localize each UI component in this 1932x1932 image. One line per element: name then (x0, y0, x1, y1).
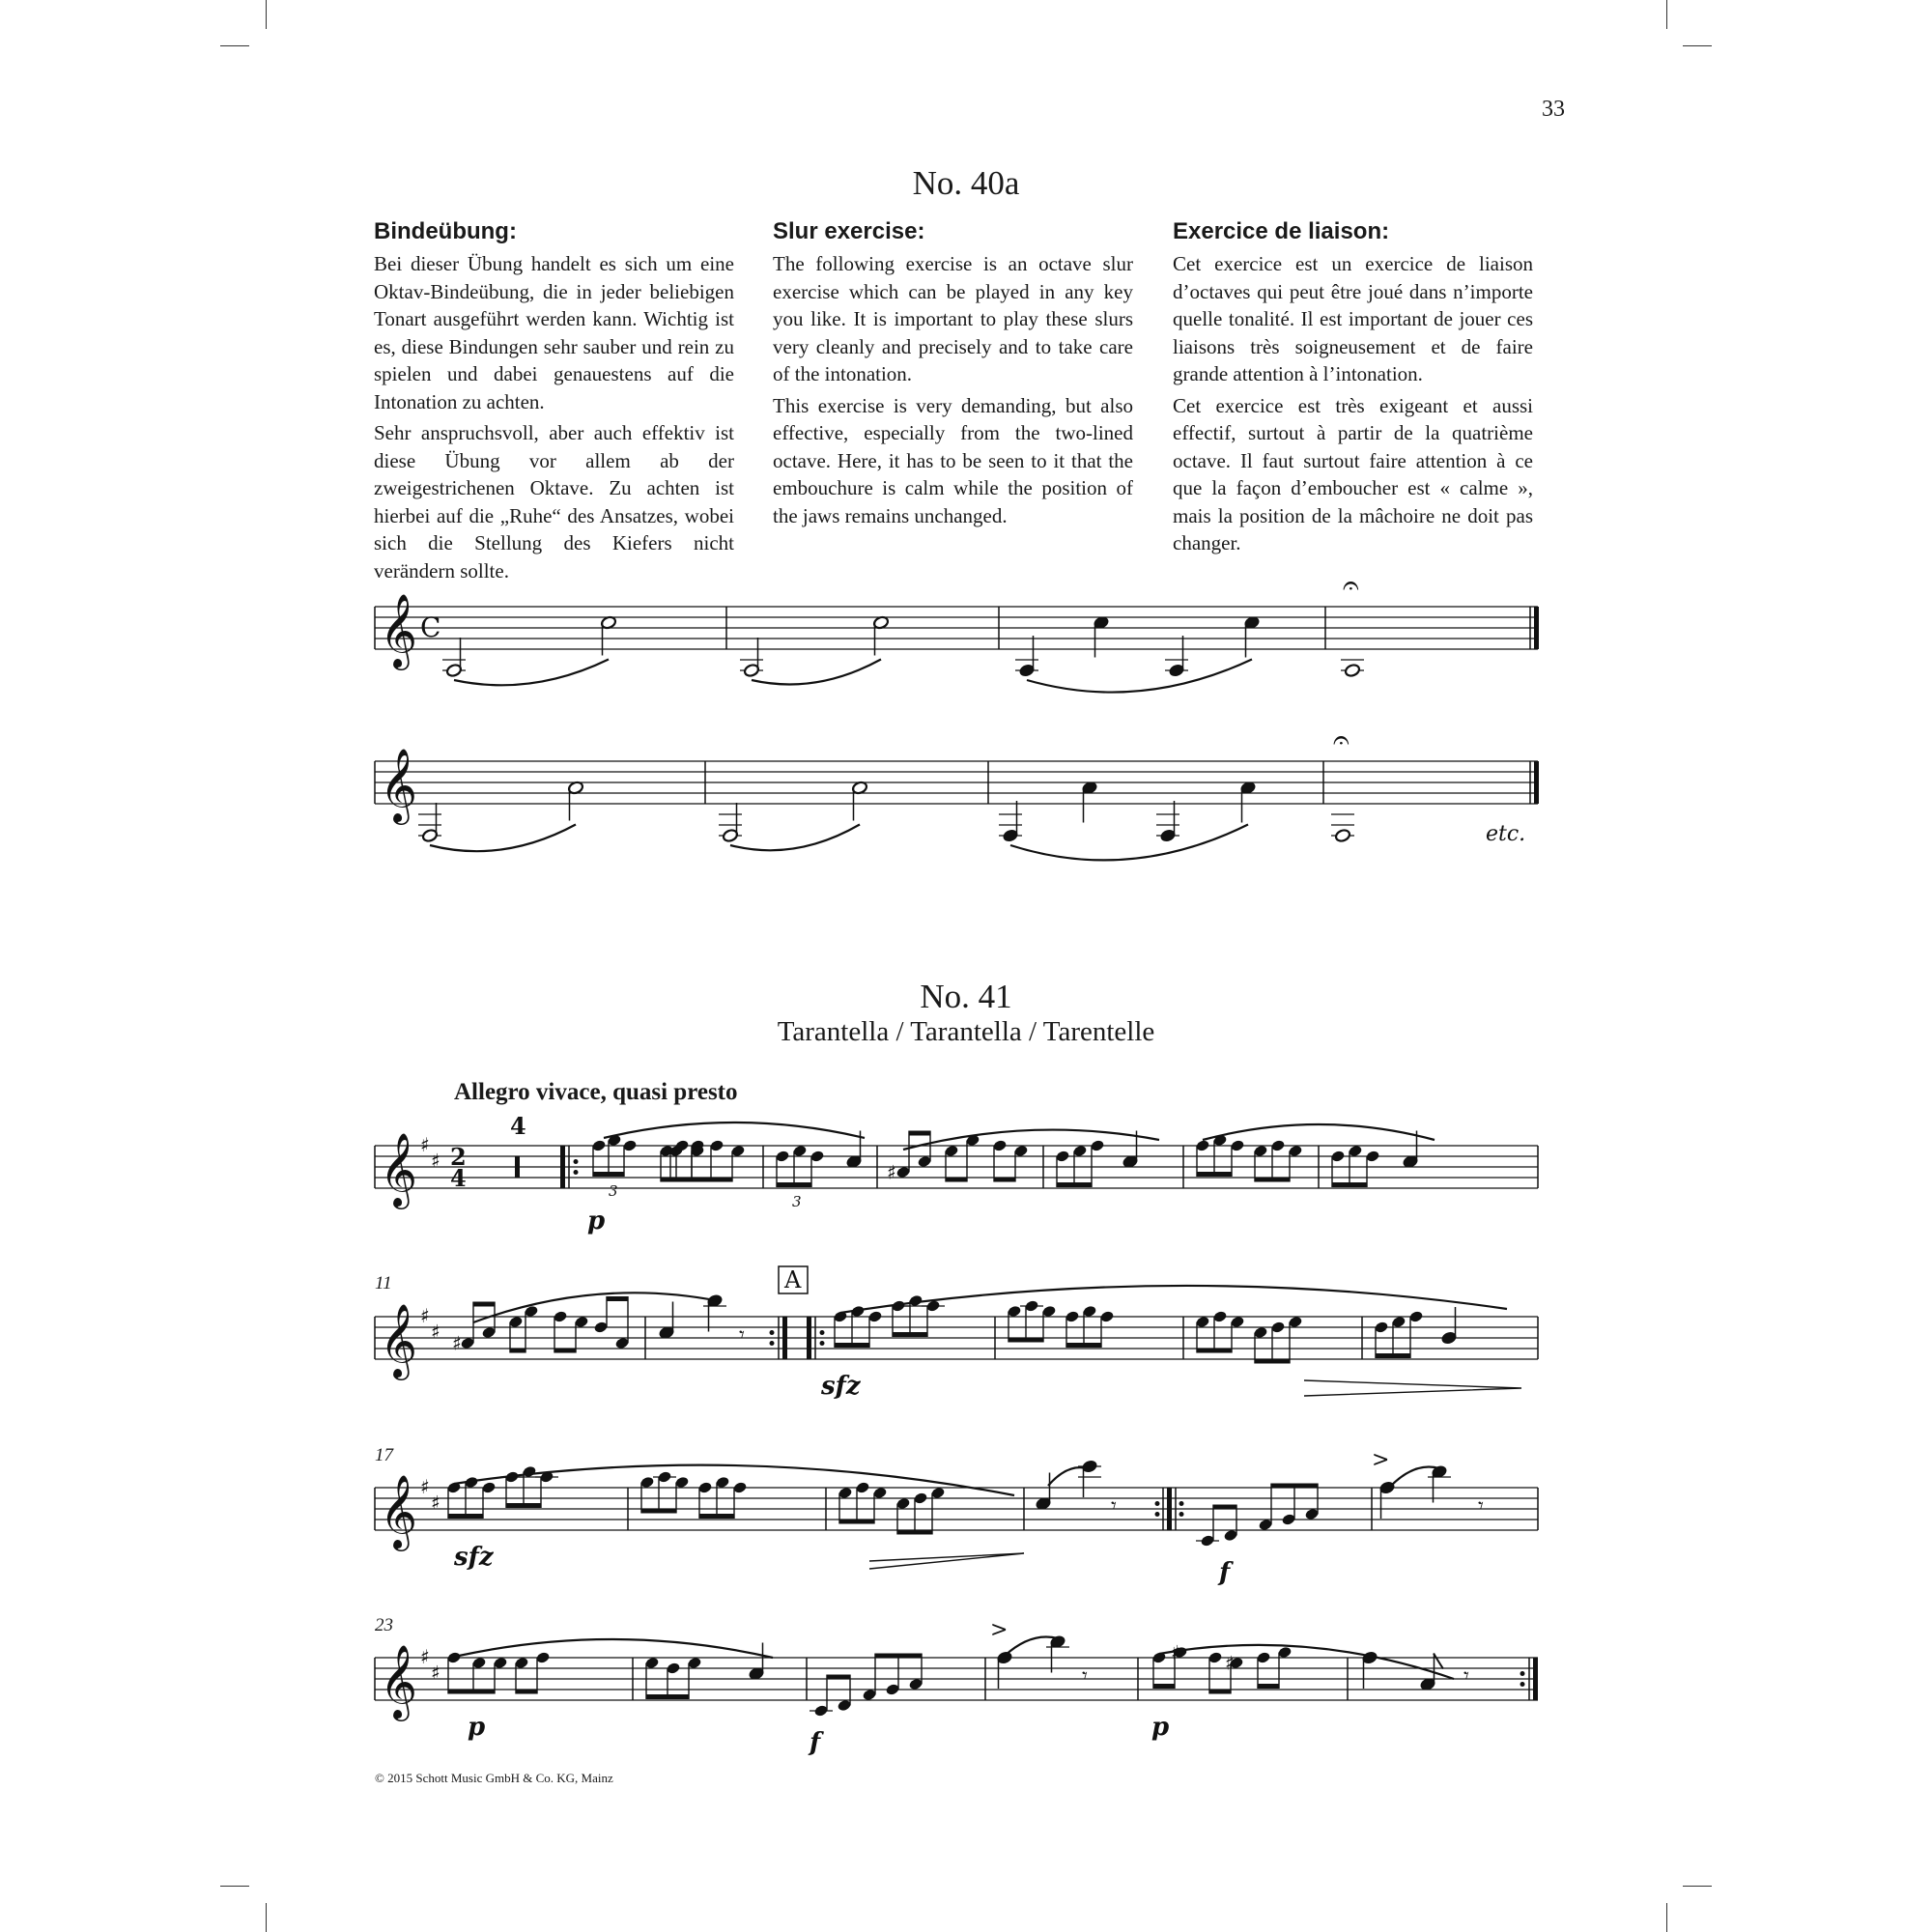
beam (641, 1509, 676, 1514)
repeat-dot (574, 1159, 579, 1164)
beam (1255, 1359, 1290, 1364)
treble-clef-icon: 𝄞 (380, 1474, 418, 1548)
note-head (1334, 828, 1350, 842)
beam (839, 1520, 874, 1524)
beam (448, 1514, 483, 1519)
slur (730, 825, 860, 851)
slur (459, 1639, 773, 1658)
accent-mark: > (990, 1618, 1009, 1642)
column-heading: Exercice de liaison: (1173, 218, 1390, 244)
beam (1258, 1684, 1279, 1689)
beam (1153, 1684, 1175, 1689)
exercise-subtitle-41: Tarantella / Tarantella / Tarentelle (777, 1016, 1155, 1047)
barline (1534, 607, 1539, 649)
repeat-dot (820, 1341, 825, 1346)
dynamic-marking: f (1219, 1558, 1231, 1587)
beam (897, 1530, 932, 1535)
sharp-icon: ♯ (431, 1149, 440, 1173)
accent-mark: > (1372, 1448, 1390, 1472)
slur (473, 1293, 720, 1322)
column-paragraph: Cet exercice est un exercice de liaison d’octaves qui peut être joué dans n’importe quelle tonalité. Il est important de jouer ces liaisons très soigneusement et de faire grande attention à l’intonation. (1173, 252, 1533, 385)
tempo-marking: Allegro vivace, quasi presto (454, 1079, 738, 1105)
time-signature: 2 (450, 1143, 467, 1171)
sharp-icon: ♯ (420, 1133, 430, 1156)
barline (560, 1146, 565, 1188)
treble-clef-icon: 𝄞 (380, 593, 418, 668)
multirest-number: 4 (510, 1112, 526, 1140)
decrescendo-hairpin (869, 1553, 1024, 1569)
beam (1209, 1690, 1231, 1694)
beam (1066, 1343, 1101, 1348)
etc-label: etc. (1486, 822, 1526, 846)
beam (875, 1654, 922, 1659)
beam (1255, 1178, 1290, 1182)
slur (1203, 1124, 1435, 1140)
dynamic-marking: p (587, 1207, 606, 1236)
beam (661, 1178, 692, 1182)
repeat-dot (770, 1330, 775, 1335)
tuplet-number: 3 (609, 1182, 618, 1200)
repeat-dot (1179, 1512, 1184, 1517)
rehearsal-mark: A (784, 1266, 802, 1293)
slur (1027, 660, 1252, 693)
rest-icon: 𝄾 (1478, 1494, 1484, 1519)
beam (946, 1178, 967, 1182)
sharp-icon: ♯ (420, 1304, 430, 1327)
beam (506, 1503, 541, 1508)
time-signature: 4 (450, 1164, 467, 1192)
barline (1534, 761, 1539, 804)
rest-icon: 𝄾 (739, 1323, 745, 1348)
note-head (1344, 663, 1360, 677)
note-flag (1434, 1654, 1443, 1669)
dynamic-marking: p (1151, 1713, 1170, 1742)
slur (430, 825, 576, 852)
treble-clef-icon: 𝄞 (380, 748, 418, 822)
sharp-icon: ♯ (431, 1320, 440, 1344)
beam (448, 1690, 495, 1694)
beam (893, 1332, 927, 1337)
slur (454, 660, 609, 686)
treble-clef-icon: 𝄞 (380, 1132, 418, 1207)
repeat-dot (1155, 1512, 1160, 1517)
beam (473, 1302, 495, 1307)
fermata-icon: 𝄐 (1343, 569, 1359, 603)
tuplet-number: 3 (792, 1193, 802, 1210)
repeat-dot (820, 1330, 825, 1335)
beam (1332, 1182, 1367, 1187)
measure-number: 17 (375, 1445, 393, 1465)
repeat-dot (1520, 1682, 1525, 1687)
sharp-icon: ♯ (887, 1160, 896, 1184)
beam (994, 1178, 1015, 1182)
page-number: 33 (1542, 97, 1565, 122)
sharp-icon: ♯ (431, 1661, 440, 1685)
beam (1197, 1349, 1232, 1353)
rest-icon: 𝄾 (1463, 1664, 1469, 1689)
sharp-icon: ♯ (1171, 1640, 1180, 1664)
beam (909, 1131, 930, 1136)
sharp-icon: ♯ (420, 1475, 430, 1498)
repeat-dot (1179, 1501, 1184, 1506)
dynamic-marking: p (468, 1713, 486, 1742)
beam (1057, 1182, 1092, 1187)
dynamic-marking: sfz (454, 1543, 494, 1572)
column-heading: Slur exercise: (773, 218, 925, 244)
sharp-icon: ♯ (1225, 1651, 1235, 1675)
slur (604, 1122, 865, 1138)
sharp-icon: ♯ (420, 1645, 430, 1668)
beam (777, 1182, 811, 1187)
beam (1213, 1505, 1236, 1510)
rest-icon: 𝄾 (1082, 1664, 1088, 1689)
column-heading: Bindeübung: (374, 218, 517, 244)
barline (807, 1317, 811, 1359)
fermata-icon: 𝄐 (1333, 724, 1350, 757)
repeat-dot (574, 1170, 579, 1175)
beam (510, 1349, 526, 1353)
sharp-icon: ♯ (431, 1491, 440, 1515)
slur (752, 660, 881, 685)
slur (1010, 825, 1248, 861)
beam (593, 1172, 624, 1177)
beam (1009, 1338, 1043, 1343)
beam (554, 1349, 576, 1353)
slur (840, 1286, 1507, 1313)
rest-icon: 𝄾 (1111, 1494, 1117, 1519)
beam (607, 1296, 628, 1301)
multirest-bar (515, 1156, 520, 1178)
beam (646, 1694, 689, 1699)
measure-number: 23 (375, 1615, 393, 1635)
barline (782, 1317, 787, 1359)
repeat-dot (1155, 1501, 1160, 1506)
column-paragraph: The following exercise is an octave slur exercise which can be played in any key you like. It is important to play these slurs very cleanly and precisely and to take care of the intonation. (773, 252, 1133, 385)
repeat-dot (1520, 1671, 1525, 1676)
treble-clef-icon: 𝄞 (380, 1303, 418, 1378)
beam (1271, 1484, 1318, 1489)
column-paragraph: Cet exercice est très exigeant et aussi effectif, surtout à partir de la quatrième octave. Il faut surtout faire attention à ce que la façon d’emboucher est « calme », mais la position de la mâchoire ne doit pas changer. (1173, 393, 1533, 554)
copyright-notice: © 2015 Schott Music GmbH & Co. KG, Mainz (375, 1771, 613, 1785)
barline (1167, 1488, 1172, 1530)
barline (1533, 1658, 1538, 1700)
column-paragraph: Sehr anspruchsvoll, aber auch effektiv ist diese Übung vor allem ab der zweigestrichenen Oktave. Zu achten ist hierbei auf die „Ruhe“ des Ansatzes, wobei sich die Stellung des Kiefers nicht verändern sollte. (374, 421, 734, 582)
sharp-icon: ♯ (452, 1331, 462, 1355)
decrescendo-hairpin (1304, 1380, 1521, 1396)
slur (1159, 1645, 1454, 1679)
beam (699, 1514, 734, 1519)
exercise-title-40a: No. 40a (912, 164, 1020, 202)
column-paragraph: Bei dieser Übung handelt es sich um eine Oktav-Bindeübung, die in jeder beliebigen Tonart ausgeführt werden kann. Wichtig ist es, diese Bindungen sehr sauber und rein zu spielen und dabei genauestens auf die Intonation zu achten. (374, 252, 734, 413)
dynamic-marking: f (810, 1728, 821, 1757)
column-paragraph: This exercise is very demanding, but also effective, especially from the two-lined octave. Here, it has to be seen to it that the embouchure is calm while the position of the jaws remains unchanged. (773, 393, 1133, 527)
treble-clef-icon: 𝄞 (380, 1644, 418, 1719)
slur (903, 1130, 1159, 1150)
exercise-title-41: No. 41 (920, 978, 1012, 1015)
beam (827, 1675, 850, 1680)
beam (1376, 1353, 1410, 1358)
beam (516, 1690, 537, 1694)
beam (1197, 1172, 1232, 1177)
slur (1391, 1466, 1439, 1486)
repeat-dot (770, 1341, 775, 1346)
dynamic-marking: sfz (821, 1372, 861, 1401)
beam (835, 1343, 869, 1348)
measure-number: 11 (375, 1273, 392, 1293)
time-signature: C (420, 611, 441, 643)
slur (1005, 1636, 1058, 1656)
